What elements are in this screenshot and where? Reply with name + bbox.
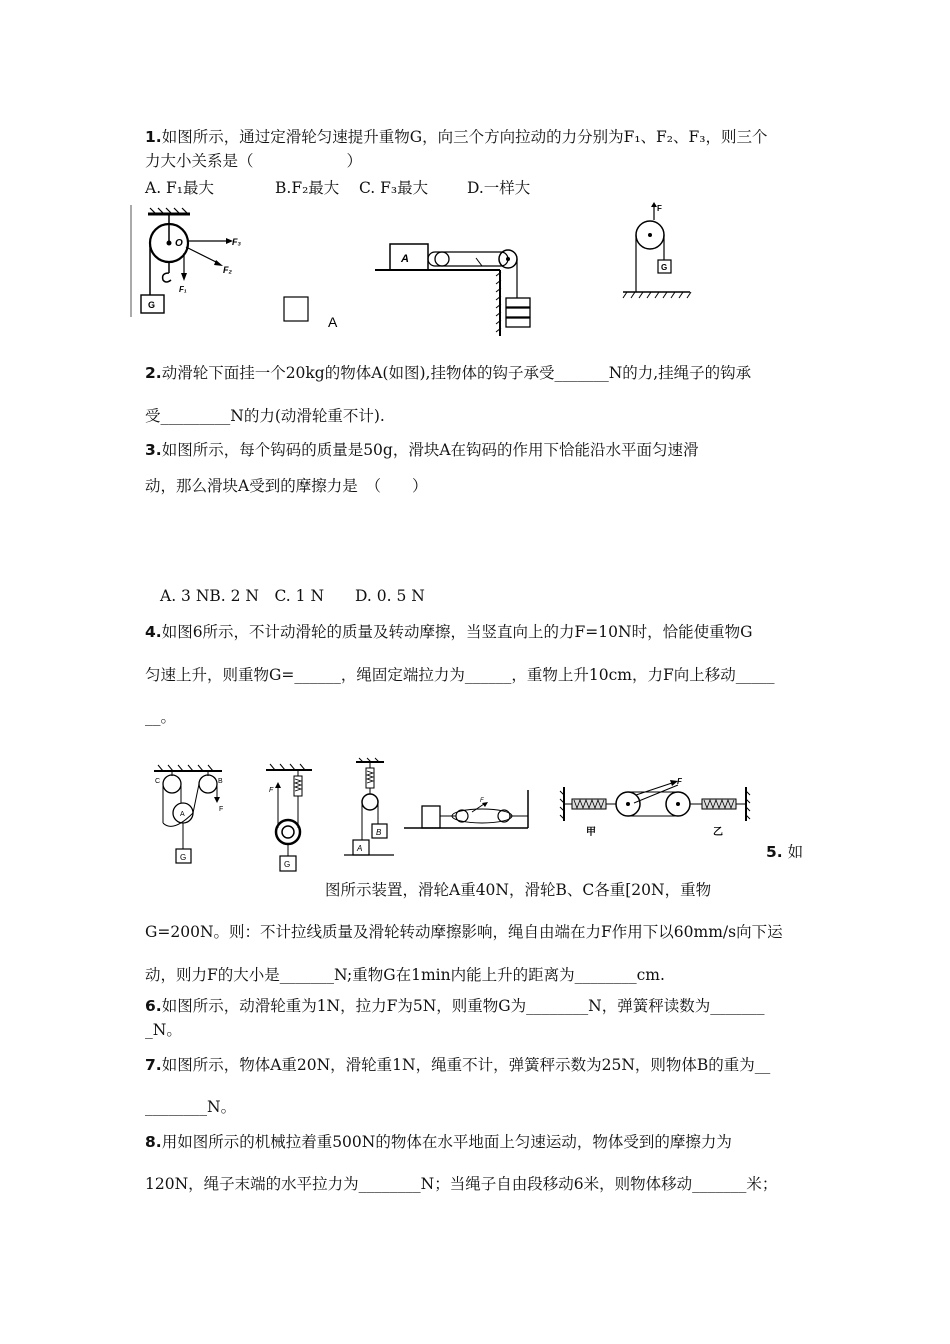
q2-line1 bbox=[145, 363, 751, 383]
q4-line2: 匀速上升，则重物G=______，绳固定端拉力为______，重物上升10cm，力F向上移动_____ bbox=[145, 666, 775, 684]
figure-pulley-f-g bbox=[615, 202, 700, 302]
fig-table-label-a: A bbox=[401, 253, 409, 265]
q5-line1 bbox=[766, 842, 803, 862]
q4-number: 4. bbox=[145, 623, 162, 641]
fig5-label-g: G bbox=[180, 853, 187, 862]
q1-line1 bbox=[145, 127, 767, 147]
fig6-label-f: F bbox=[269, 787, 274, 794]
q1-option-b: B.F₂最大 bbox=[275, 179, 340, 197]
fig9-label-f: F bbox=[677, 777, 682, 786]
q3-line2: 动，那么滑块A受到的摩擦力是 （ ） bbox=[145, 477, 428, 495]
q4-line3: __。 bbox=[145, 708, 177, 726]
q1-number: 1. bbox=[145, 128, 162, 146]
q2-number: 2. bbox=[145, 364, 162, 382]
q5-line3: G=200N。则：不计拉线质量及滑轮转动摩擦影响，绳自由端在力F作用下以60mm/s向下运 bbox=[145, 923, 783, 941]
q7-number: 7. bbox=[145, 1056, 162, 1074]
q6-line2: _N。 bbox=[145, 1021, 182, 1039]
figure-horizontal-pulley-block bbox=[402, 790, 532, 840]
q7-line2: ________N。 bbox=[145, 1098, 237, 1116]
q1-option-d: D.一样大 bbox=[467, 179, 531, 197]
q3-line1 bbox=[145, 440, 699, 460]
q1-option-c: C. F₃最大 bbox=[359, 179, 429, 197]
fig7-label-a: A bbox=[357, 844, 363, 853]
fig5-label-f: F bbox=[219, 806, 224, 813]
q3-text: 如图所示，每个钩码的质量是50g，滑块A在钩码的作用下恰能沿水平面匀速滑 bbox=[161, 441, 699, 459]
q8-number: 8. bbox=[145, 1133, 162, 1151]
figure-spring-scales-jia-yi bbox=[560, 773, 760, 843]
q5-text-start: 如 bbox=[787, 843, 804, 861]
fig9-label-jia: 甲 bbox=[586, 827, 596, 838]
fig1-label-f2: F₂ bbox=[223, 265, 232, 275]
figure-spring-scale-pulley bbox=[260, 762, 320, 882]
q8-line2: 120N，绳子末端的水平拉力为________N；当绳子自由段移动6米，则物体移动_______米； bbox=[145, 1175, 778, 1193]
fig5-label-b: B bbox=[218, 778, 223, 785]
box-a-label: A bbox=[328, 314, 338, 330]
fig1-label-g: G bbox=[148, 300, 156, 310]
fig5-label-a: A bbox=[180, 811, 185, 818]
q4-text: 如图6所示，不计动滑轮的质量及转动摩擦，当竖直向上的力F=10N时，恰能使重物G bbox=[161, 623, 753, 641]
q3-number: 3. bbox=[145, 441, 162, 459]
fig6-label-g: G bbox=[284, 860, 291, 869]
figure-pulley-a-b bbox=[344, 758, 399, 863]
q6-text: 如图所示，动滑轮重为1N，拉力F为5N，则重物G为________N，弹簧秤读数为_______ bbox=[161, 997, 765, 1015]
q5-line4: 动，则力F的大小是_______N;重物G在1min内能上升的距离为________cm. bbox=[145, 966, 665, 984]
fig-right-label-f: F bbox=[657, 204, 662, 213]
fig-right-label-g: G bbox=[661, 263, 668, 272]
fig9-label-yi: 乙 bbox=[713, 827, 723, 838]
q2-line2: 受_________N的力(动滑轮重不计). bbox=[145, 407, 385, 425]
q3-options: A. 3 NB. 2 N C. 1 N D. 0. 5 N bbox=[160, 587, 425, 605]
fig1-label-f3: F₃ bbox=[232, 237, 241, 247]
q8-text: 用如图所示的机械拉着重500N的物体在水平地面上匀速运动，物体受到的摩擦力为 bbox=[161, 1133, 732, 1151]
figure-box-a bbox=[283, 296, 353, 336]
fig1-label-f1: F₁ bbox=[179, 285, 187, 294]
figure-fixed-pulley-three-forces bbox=[128, 205, 258, 320]
q2-text: 动滑轮下面挂一个20kg的物体A(如图),挂物体的钩子承受_______N的力,挂绳子的钩承 bbox=[161, 364, 752, 382]
q1-text: 如图所示，通过定滑轮匀速提升重物G，向三个方向拉动的力分别为F₁、F₂、F₃，则三个 bbox=[161, 128, 768, 146]
fig5-label-c: C bbox=[155, 778, 161, 785]
q7-text: 如图所示，物体A重20N，滑轮重1N，绳重不计，弹簧秤示数为25N，则物体B的重为__ bbox=[161, 1056, 771, 1074]
q5-line2: 图所示装置，滑轮A重40N，滑轮B、C各重[20N，重物 bbox=[325, 881, 712, 899]
q6-line1 bbox=[145, 996, 765, 1016]
fig1-label-o: O bbox=[175, 238, 183, 249]
q8-line1 bbox=[145, 1132, 732, 1152]
q1-line2: 力大小关系是（ ） bbox=[145, 152, 363, 170]
figure-table-pulley bbox=[370, 236, 540, 340]
figure-pulley-system-abc bbox=[150, 765, 235, 870]
q4-line1 bbox=[145, 622, 752, 642]
q7-line1 bbox=[145, 1055, 770, 1075]
q5-number: 5. bbox=[766, 843, 783, 861]
q6-number: 6. bbox=[145, 997, 162, 1015]
fig7-label-b: B bbox=[376, 828, 382, 837]
q1-option-a: A. F₁最大 bbox=[145, 179, 215, 197]
fig8-label-f: F bbox=[480, 798, 484, 804]
